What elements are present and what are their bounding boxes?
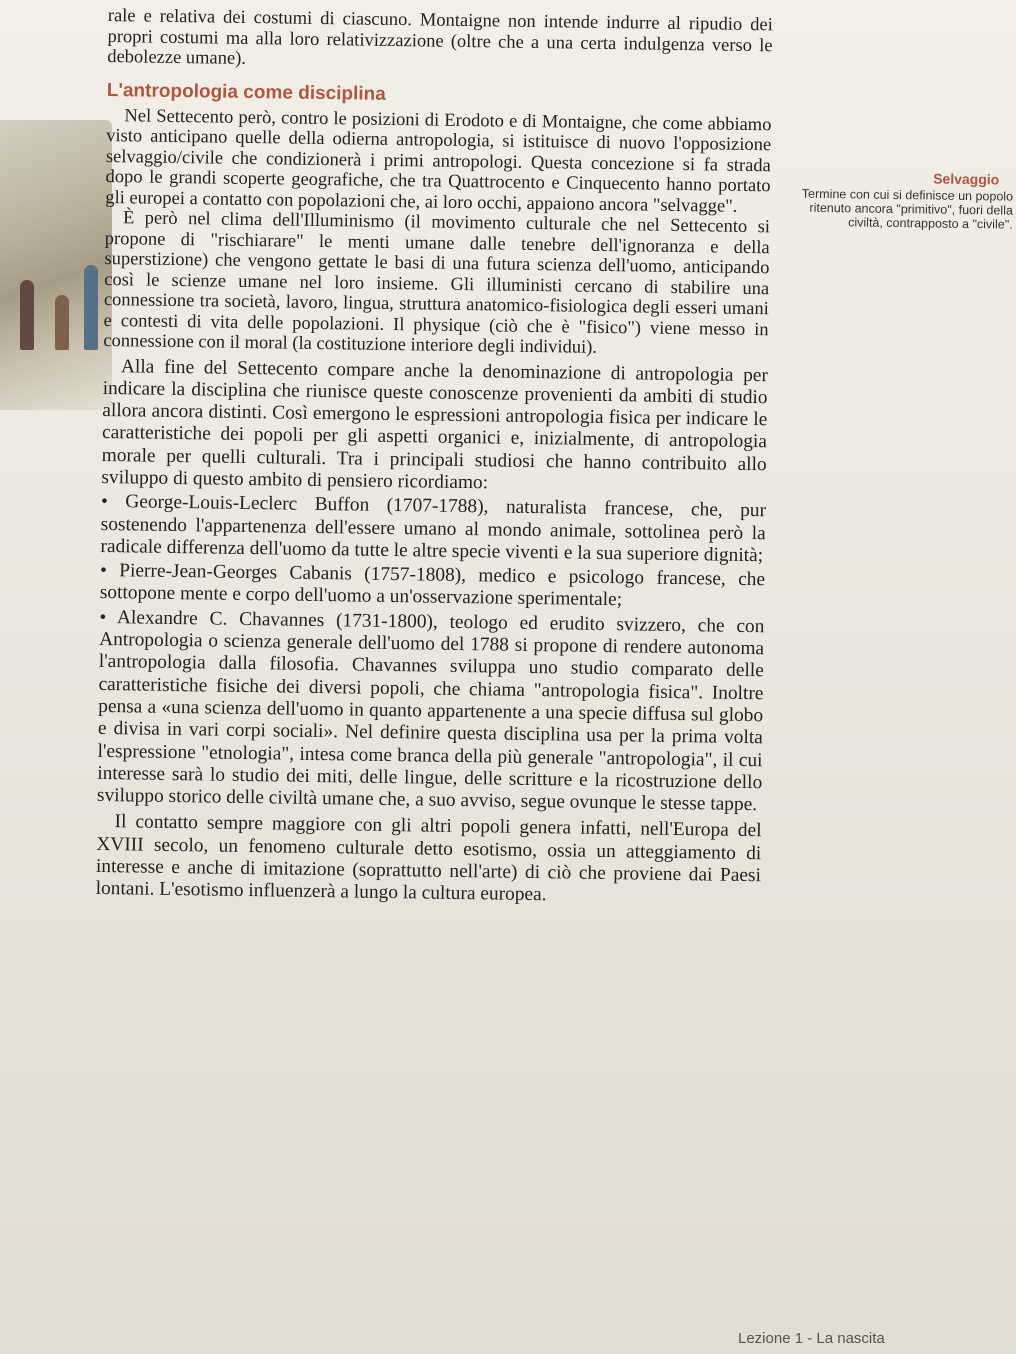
main-text-column <box>96 6 773 910</box>
section-heading: L'antropologia come disciplina <box>106 79 386 105</box>
paragraph-esotismo: Il contatto sempre maggiore con gli altri popoli genera infatti, nell'Europa del XVIII secolo, un fenomeno culturale detto esotismo, ossia un atteggiamento di interesse e anche di imitazione (soprattutto nell'arte) di ciò che proviene dai Paesi lontani. L'esotismo influenzerà a lungo la cultura europea. <box>95 811 762 906</box>
paragraph-illuminismo: È però nel clima dell'Illuminismo (il movimento culturale che nel Settecento si propone di "rischiarare" le menti umane dalle tenebre dell'ignoranza e della superstizione) che vengono gettate le basi di una futura scienza dell'uomo, anticipando così le scienze umane nel loro insieme. Gli illuministi cercano di stabilire una connessione tra società, lavoro, lingua, struttura anatomico-fisiologica degli esseri umani e contesti di vita delle popolazioni. Il physique (ciò che è "fisico") viene messo in connessione con il moral (la costituzione interiore degli individui). <box>103 208 771 358</box>
figure-silhouette <box>55 295 69 350</box>
bullet-buffon: • George-Louis-Leclerc Buffon (1707-1788), naturalista francese, che, pur sostenendo l'appartenenza dell'essere umano al mondo animale, sottolinea però la radicale differenza dell'uomo da tutte le altre specie viventi e la sua superiore dignità; <box>100 491 767 567</box>
glossary-term: Selvaggio <box>933 170 1000 188</box>
figure-silhouette <box>20 280 34 350</box>
bullet-chavannes: • Alexandre C. Chavannes (1731-1800), teologo ed erudito svizzero, che con Antropologia o scienza generale dell'uomo del 1788 si propone di rendere autonoma l'antropologia dalla filosofia. Chavannes sviluppa uno studio comparato delle caratteristiche fisiche dei diversi popoli, che chiama "antropologia fisica". Inoltre pensa a «una scienza dell'uomo in quanto appartenente a una specie diffusa sul globo e divisa in vari corpi sociali». Nel definire questa disciplina usa per la prima volta l'espressione "etnologia", intesa come branca della più generale "antropologia", il cui interesse sarà lo studio dei miti, delle lingue, delle scritture e la ricostruzione dello sviluppo storico delle civiltà umane che, a suo avviso, segue ovunque le stesse tappe. <box>96 606 765 816</box>
figure-silhouette <box>84 265 98 350</box>
paragraph-settecento: Nel Settecento però, contro le posizioni di Erodoto e di Montaigne, che come abbiamo visto anticipano quelle della odierna antropologia, si istituisce di nuovo l'opposizione selvaggio/civile che condizionerà i primi antropologi. Questa concezione si fa strada dopo le grandi scoperte geografiche, che tra Quattrocento e Cinquecento hanno portato gli europei a contatto con popolazioni che, ai loro occhi, appaiono ancora "selvagge". <box>105 105 772 217</box>
paragraph-antropologia: Alla fine del Settecento compare anche la denominazione di antropologia per indicare la disciplina che riunisce queste conoscenze provenienti da ambiti di studio allora ancora distinti. Così emergono le espressioni antropologia fisica per indicare le caratteristiche dei popoli per gli aspetti organici e, inizialmente, di antropologia morale per quelli culturali. Tra i principali studiosi che hanno contribuito allo sviluppo di questo ambito di pensiero ricordiamo: <box>101 355 769 494</box>
glossary-definition: Termine con cui si definisce un popolo ritenuto ancora "primitivo", fuori della civiltà, contrapposto a "civile". <box>801 186 1014 232</box>
glossary-box <box>777 168 1014 231</box>
page-footer: Lezione 1 - La nascita <box>738 1330 885 1347</box>
illustration-photo <box>0 120 112 410</box>
bullet-cabanis: • Pierre-Jean-Georges Cabanis (1757-1808), medico e psicologo francese, che sottopone mente e corpo dell'uomo a un'osservazione sperimentale; <box>99 560 766 611</box>
intro-paragraph: rale e relativa dei costumi di ciascuno. Montaigne non intende indurre al ripudio dei propri costumi ma alla loro relativizzazione (oltre che a una certa indulgenza verso le debolezze umane). <box>107 6 773 69</box>
